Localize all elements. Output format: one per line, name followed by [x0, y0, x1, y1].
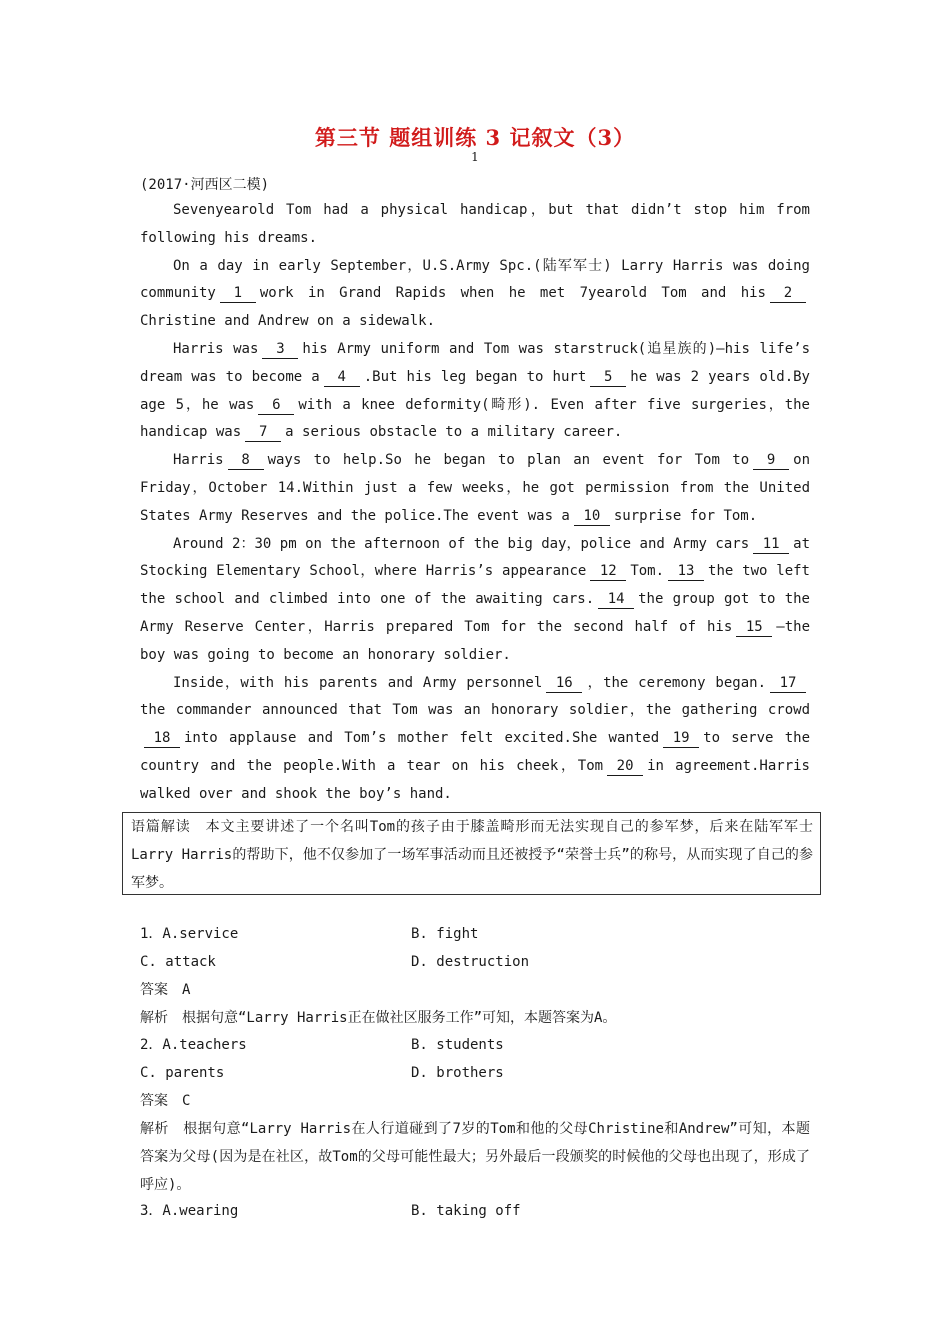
option-b[interactable]: B. fight — [411, 926, 479, 942]
paragraph-5 — [140, 531, 810, 670]
paragraph-text: On a day in early September，U.S.Army Spc.(陆军军士) Larry Harris was doing community — [140, 257, 810, 302]
paragraph-text: to serve the country and the people.With a tear on his cheek，Tom — [140, 730, 810, 774]
option-a[interactable]: 3．A.wearing — [140, 1203, 239, 1219]
blank-5[interactable]: 5 — [590, 369, 626, 387]
paragraph-text: the group got to the Army Reserve Center，Harris prepared Tom for the second half of his — [140, 591, 810, 635]
analysis-text: 解析 根据句意“Larry Harris正在做社区服务工作”可知，本题答案为A。 — [140, 1010, 617, 1026]
blank-9[interactable]: 9 — [753, 452, 789, 470]
paragraph-6 — [140, 670, 810, 809]
options-row — [140, 1031, 810, 1059]
blank-4[interactable]: 4 — [324, 369, 360, 387]
blank-20[interactable]: 20 — [607, 758, 643, 776]
paragraph-text: Christine and Andrew on a sidewalk. — [140, 313, 436, 330]
passage-summary-box: 语篇解读 本文主要讲述了一个名叫Tom的孩子由于膝盖畸形而无法实现自己的参军梦，后来在陆军军士Larry Harris的帮助下，他不仅参加了一场军事活动而且还被授予“荣誉士兵”的称号，从而实现了自己的参军梦。 — [122, 812, 821, 895]
cloze-passage — [140, 197, 810, 809]
paragraph-text: into applause and Tom’s mother felt excited.She wanted — [184, 730, 660, 747]
option-b[interactable]: B. taking off — [411, 1203, 521, 1219]
paragraph-text: the two left the school and climbed into one of the awaiting cars. — [140, 563, 810, 608]
option-a[interactable]: 1．A.service — [140, 926, 239, 942]
paragraph-text: work in Grand Rapids when he met 7yearold Tom and his — [259, 285, 766, 302]
paragraph-text: on Friday，October 14.Within just a few weeks，he got permission from the United States Army Reserves and the police.The event was a — [140, 452, 810, 524]
blank-13[interactable]: 13 — [668, 563, 704, 581]
blank-12[interactable]: 12 — [590, 563, 626, 581]
question-1 — [140, 920, 810, 1032]
blank-1[interactable]: 1 — [220, 285, 256, 303]
page-number: 1 — [471, 150, 479, 164]
blank-16[interactable]: 16 — [546, 675, 582, 693]
option-c[interactable]: C. parents — [140, 1065, 225, 1081]
paragraph-text: Harris — [173, 452, 224, 469]
paragraph-text: at Stocking Elementary School，where Harris’s appearance — [140, 535, 810, 580]
blank-11[interactable]: 11 — [753, 536, 789, 554]
blank-6[interactable]: 6 — [258, 397, 294, 415]
paragraph-3 — [140, 336, 810, 447]
paragraph-text: the commander announced that Tom was an honorary soldier，the gathering crowd — [140, 702, 810, 719]
blank-17[interactable]: 17 — [770, 675, 806, 693]
answer-line: 答案 A — [140, 982, 191, 998]
page-title: 第三节 题组训练 3 记叙文（3） — [314, 125, 636, 150]
options-row — [140, 1197, 810, 1225]
paragraph-text: Around 2：30 pm on the afternoon of the big day，police and Army cars — [173, 535, 750, 552]
question-2 — [140, 1031, 810, 1199]
options-row — [140, 1059, 810, 1087]
analysis-text: 解析 根据句意“Larry Harris在人行道碰到了7岁的Tom和他的父母Christine和Andrew”可知，本题答案为父母(因为是在社区，故Tom的父母可能性最大；另外最后一段颁奖的时候他的父母也出现了，形成了呼应)。 — [140, 1121, 810, 1193]
blank-10[interactable]: 10 — [574, 508, 610, 526]
paragraph-text: ，the ceremony began. — [586, 674, 766, 691]
blank-3[interactable]: 3 — [262, 341, 298, 359]
paragraph-text: Sevenyearold Tom had a physical handicap，but that didn’t stop him from following his dreams. — [140, 202, 810, 246]
blank-2[interactable]: 2 — [770, 285, 806, 303]
option-d[interactable]: D. destruction — [411, 954, 530, 970]
paragraph-text: Inside，with his parents and Army personnel — [173, 674, 543, 691]
paragraph-text: —the boy was going to become an honorary soldier. — [140, 618, 810, 663]
paragraph-text: in agreement.Harris walked over and shook the boy’s hand. — [140, 757, 810, 802]
blank-8[interactable]: 8 — [228, 452, 264, 470]
paragraph-text: he was 2 years old.By age 5，he was — [140, 368, 810, 413]
option-a[interactable]: 2．A.teachers — [140, 1037, 247, 1053]
options-row — [140, 948, 810, 976]
option-b[interactable]: B. students — [411, 1037, 504, 1053]
paragraph-text: ways to help.So he began to plan an event for Tom to — [267, 452, 750, 469]
paragraph-text: his Army uniform and Tom was starstruck(追星族的)—his life’s dream was to become a — [140, 340, 810, 385]
paragraph-text: surprise for Tom. — [613, 507, 758, 524]
paragraph-1 — [140, 197, 810, 253]
option-d[interactable]: D. brothers — [411, 1065, 504, 1081]
source-note: (2017·河西区二模) — [140, 177, 270, 193]
blank-7[interactable]: 7 — [245, 424, 281, 442]
paragraph-text: Tom. — [630, 563, 665, 580]
blank-19[interactable]: 19 — [663, 730, 699, 748]
paragraph-4 — [140, 447, 810, 530]
paragraph-text: .But his leg began to hurt — [363, 368, 587, 385]
paragraph-text: Harris was — [173, 340, 259, 357]
blank-15[interactable]: 15 — [736, 619, 772, 637]
blank-14[interactable]: 14 — [598, 591, 634, 609]
options-row — [140, 920, 810, 948]
paragraph-text: a serious obstacle to a military career. — [285, 424, 623, 441]
option-c[interactable]: C. attack — [140, 954, 216, 970]
answer-line: 答案 C — [140, 1093, 191, 1109]
question-3 — [140, 1197, 810, 1225]
paragraph-2 — [140, 253, 810, 336]
blank-18[interactable]: 18 — [144, 730, 180, 748]
paragraph-text: with a knee deformity(畸形). Even after five surgeries，the handicap was — [140, 396, 810, 441]
